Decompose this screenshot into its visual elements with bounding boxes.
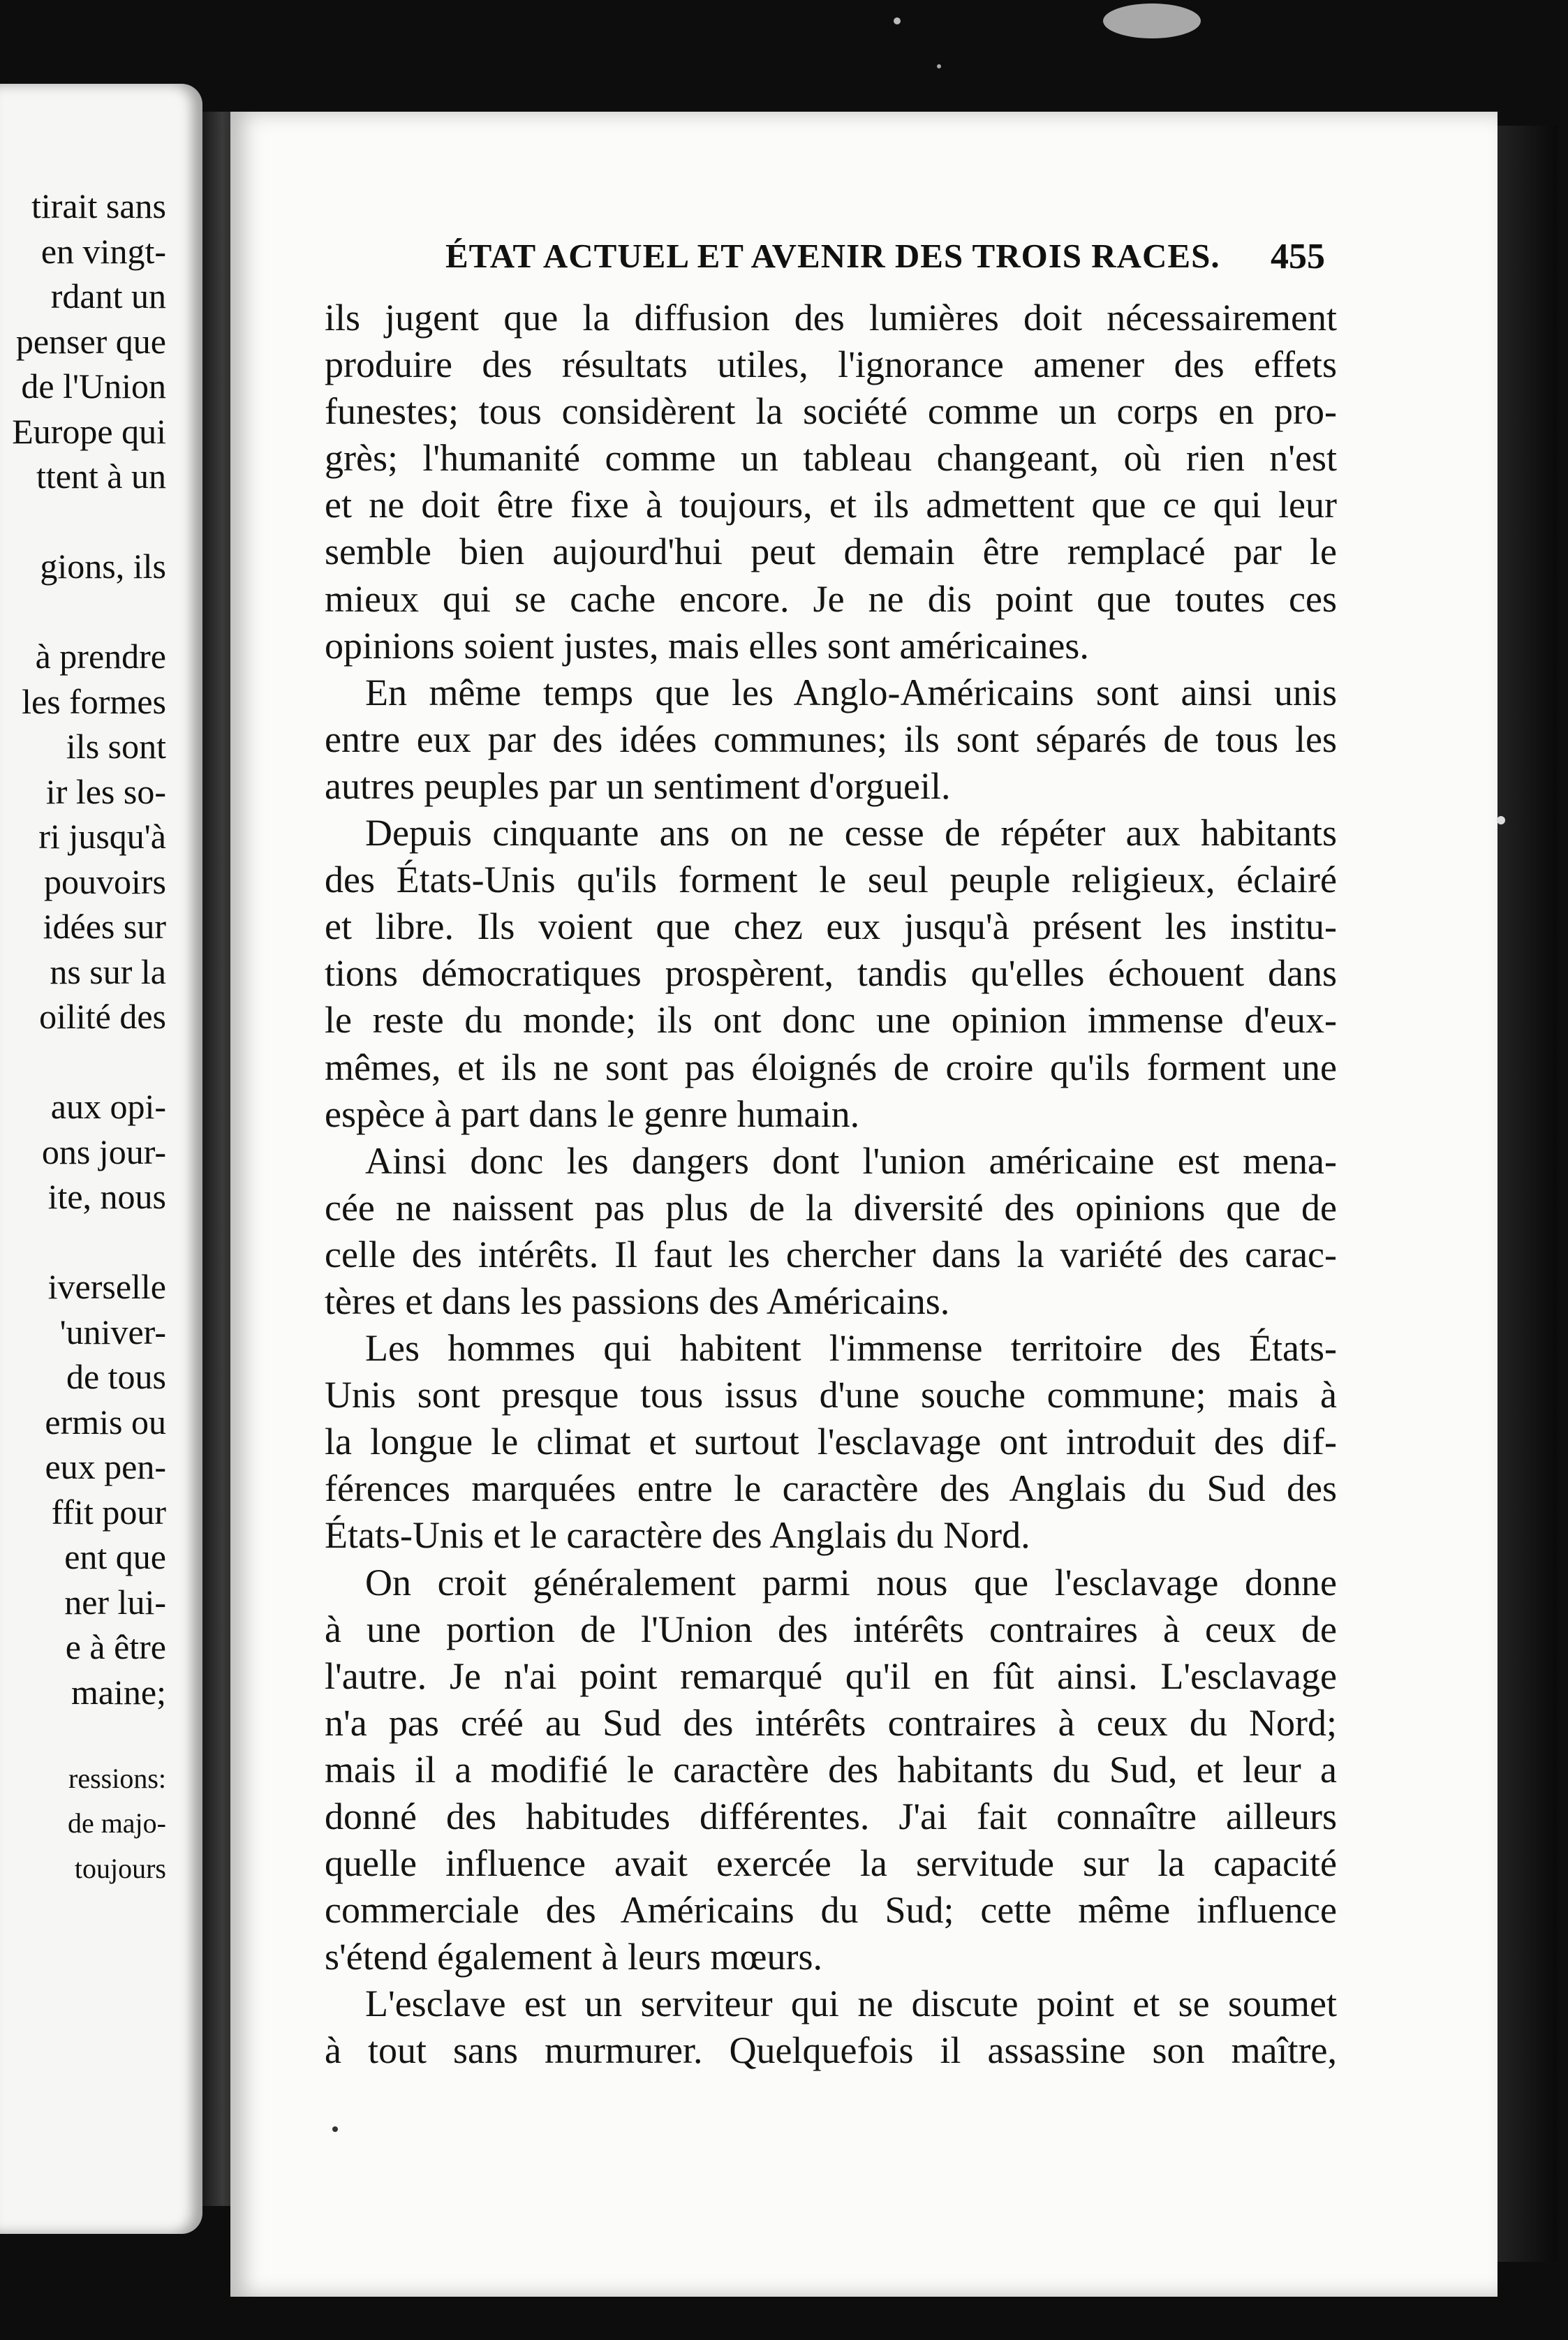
text-line: celle des intérêts. Il faut les chercher dans la variété des carac-	[325, 1233, 1337, 1275]
left-page-line: ressions:	[68, 1762, 166, 1794]
left-page-line: eux pen-	[45, 1447, 166, 1486]
left-page-line: e à être	[65, 1627, 166, 1666]
left-page-line: les formes	[22, 681, 166, 721]
left-page-line: de l'Union	[21, 366, 166, 406]
text-line: opinions soient justes, mais elles sont américaines.	[325, 624, 1089, 667]
left-page-line: Europe qui	[12, 411, 166, 451]
left-page-line: ons jour-	[41, 1132, 166, 1171]
left-page-line: penser que	[15, 321, 166, 361]
left-page-line: toujours	[74, 1852, 166, 1884]
text-line: Les hommes qui habitent l'immense territoire des États-	[365, 1327, 1337, 1370]
left-page-line: ermis ou	[45, 1402, 166, 1442]
left-page-line: tirait sans	[31, 186, 166, 225]
page-number: 455	[1271, 237, 1325, 276]
running-head: ÉTAT ACTUEL ET AVENIR DES TROIS RACES.	[445, 237, 1220, 275]
left-page-line: gions, ils	[40, 547, 166, 586]
text-line: n'a pas créé au Sud des intérêts contraires à ceux du Nord;	[325, 1701, 1337, 1744]
text-line: grès; l'humanité comme un tableau changeant, où rien n'est	[325, 437, 1337, 480]
text-line: férences marquées entre le caractère des Anglais du Sud des	[325, 1467, 1337, 1510]
text-line: mais il a modifié le caractère des habitants du Sud, et leur a	[325, 1748, 1337, 1791]
text-line: et ne doit être fixe à toujours, et ils admettent que ce qui leur	[325, 484, 1337, 526]
text-line: funestes; tous considèrent la société comme un corps en pro-	[325, 390, 1337, 433]
left-page-line: iverselle	[47, 1267, 166, 1306]
left-page-line: ri jusqu'à	[38, 817, 166, 856]
left-page-line: ent que	[64, 1537, 166, 1576]
text-line: commerciale des Américains du Sud; cette même influence	[325, 1889, 1337, 1932]
left-page-line: ner lui-	[64, 1582, 166, 1622]
text-line: mêmes, et ils ne sont pas éloignés de croire qu'ils forment une	[325, 1046, 1337, 1088]
text-line: ils jugent que la diffusion des lumières doit nécessairement	[325, 297, 1337, 339]
text-line: la longue le climat et surtout l'esclavage ont introduit des dif-	[325, 1421, 1337, 1463]
text-line: l'autre. Je n'ai point remarqué qu'il en fût ainsi. L'esclavage	[325, 1654, 1337, 1697]
text-line: Ainsi donc les dangers dont l'union américaine est mena-	[365, 1139, 1337, 1182]
text-line: produire des résultats utiles, l'ignorance amener des effets	[325, 343, 1337, 386]
text-line: quelle influence avait exercée la servitude sur la capacité	[325, 1842, 1337, 1885]
text-line: entre eux par des idées communes; ils sont séparés de tous les	[325, 718, 1337, 760]
left-page-line: ttent à un	[36, 457, 166, 496]
left-page-line: rdant un	[50, 276, 166, 316]
left-page-line: pouvoirs	[44, 861, 166, 901]
text-line: donné des habitudes différentes. J'ai fait connaître ailleurs	[325, 1795, 1337, 1837]
text-line: On croit généralement parmi nous que l'esclavage donne	[365, 1561, 1337, 1604]
left-page-line: de majo-	[67, 1807, 166, 1839]
left-page-line: idées sur	[43, 907, 166, 946]
text-line: autres peuples par un sentiment d'orgueil.	[325, 764, 951, 807]
text-line: En même temps que les Anglo-Américains sont ainsi unis	[365, 671, 1337, 713]
text-line: États-Unis et le caractère des Anglais du Nord.	[325, 1514, 1030, 1557]
left-page-line: oilité des	[39, 997, 166, 1036]
text-line: s'étend également à leurs mœurs.	[325, 1936, 822, 1978]
text-line: à tout sans murmurer. Quelquefois il assassine son maître,	[325, 2029, 1337, 2072]
left-page-line: ils sont	[66, 727, 166, 766]
left-page-line: maine;	[71, 1672, 166, 1712]
left-page-line: ns sur la	[50, 951, 166, 991]
text-line: à une portion de l'Union des intérêts contraires à ceux de	[325, 1608, 1337, 1650]
text-line: le reste du monde; ils ont donc une opinion immense d'eux-	[325, 999, 1337, 1042]
left-page-line: 'univer-	[59, 1312, 166, 1352]
left-page-line: de tous	[66, 1357, 166, 1396]
left-page-line: ir les so-	[45, 771, 166, 811]
text-line: des États-Unis qu'ils forment le seul peuple religieux, éclairé	[325, 859, 1337, 901]
text-line: Unis sont presque tous issus d'une souche commune; mais à	[325, 1374, 1337, 1416]
text-line: espèce à part dans le genre humain.	[325, 1093, 860, 1135]
left-page-line: ffit pour	[51, 1492, 166, 1532]
left-page-line: aux opi-	[50, 1087, 166, 1126]
text-line: cée ne naissent pas plus de la diversité des opinions que de	[325, 1186, 1337, 1229]
left-page-line: en vingt-	[40, 231, 166, 271]
text-line: tères et dans les passions des Américains.	[325, 1280, 950, 1322]
text-line: tions démocratiques prospèrent, tandis qu'elles échouent dans	[325, 952, 1337, 995]
text-line: L'esclave est un serviteur qui ne discute point et se soumet	[365, 1983, 1337, 2025]
text-line: et libre. Ils voient que chez eux jusqu'à présent les institu-	[325, 905, 1337, 948]
left-page-line: à prendre	[35, 637, 166, 676]
text-line: semble bien aujourd'hui peut demain être remplacé par le	[325, 531, 1337, 573]
text-line: Depuis cinquante ans on ne cesse de répéter aux habitants	[365, 812, 1337, 854]
text-line: mieux qui se cache encore. Je ne dis point que toutes ces	[325, 577, 1337, 620]
left-page-line: ite, nous	[47, 1177, 166, 1216]
